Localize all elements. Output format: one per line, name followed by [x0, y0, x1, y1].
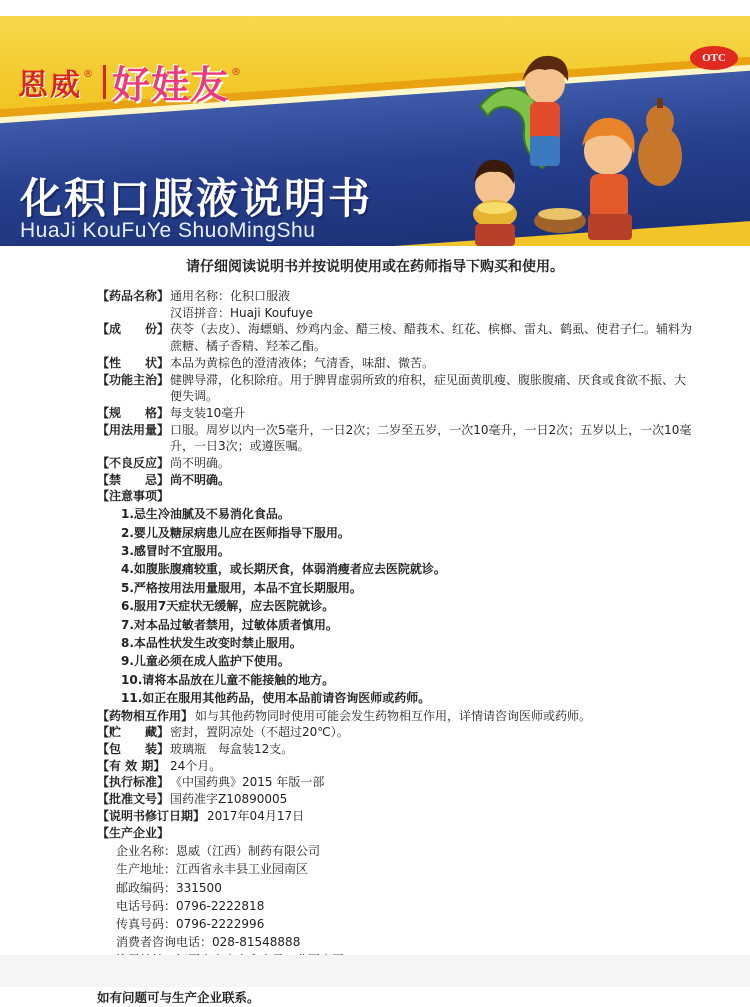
package-label: 【包 装】 — [97, 742, 170, 757]
interaction-label: 【药物相互作用】 — [97, 708, 194, 723]
spec-row — [97, 405, 697, 422]
package-row — [97, 741, 697, 758]
revision-label: 【说明书修订日期】 — [97, 808, 206, 823]
brand-logo — [18, 54, 241, 109]
header-banner — [0, 16, 750, 246]
standard-row — [97, 774, 697, 791]
list-item: 6.服用7天症状无缓解，应去医院就诊。 — [121, 599, 335, 614]
list-item: 5.严格按用法用量服用，本品不宜长期服用。 — [121, 580, 362, 595]
mfr-key: 消费者咨询电话： — [116, 935, 213, 950]
validity-row — [97, 758, 697, 775]
list-item: 8.本品性状发生改变时禁止服用。 — [121, 635, 302, 650]
adverse-label: 【不良反应】 — [97, 456, 170, 471]
list-item: 11.如正在服用其他药品，使用本品前请咨询医师或药师。 — [121, 691, 431, 706]
reading-notice: 请仔细阅读说明书并按说明使用或在药师指导下购买和使用。 — [186, 259, 564, 275]
mfr-value: 恩威（江西）制药有限公司 — [176, 844, 321, 859]
usage-value: 口服。周岁以内一次5毫升，一日2次；二岁至五岁，一次10毫升，一日2次；五岁以上，一次10毫升，一日3次；或遵医嘱。 — [170, 422, 692, 454]
instructions-body — [97, 288, 697, 1007]
contra-row — [97, 472, 697, 489]
mfr-value: 028-81548888 — [212, 935, 301, 950]
interaction-row — [97, 708, 697, 725]
otc-badge: OTC — [690, 46, 738, 70]
document-title-pinyin: HuaJi KouFuYe ShuoMingShu — [20, 219, 316, 242]
mfr-key: 传真号码： — [116, 917, 177, 932]
indication-label: 【功能主治】 — [97, 372, 170, 387]
mfr-key: 电话号码： — [116, 898, 177, 913]
contact-footer: 如有问题可与生产企业联系。 — [97, 989, 260, 1005]
contra-value: 尚不明确。 — [170, 472, 231, 487]
list-item — [116, 842, 697, 860]
brand-separator — [103, 65, 106, 99]
list-item: 2.婴儿及糖尿病患儿应在医师指导下服用。 — [121, 525, 350, 540]
drug-name-pinyin: 汉语拼音：Huaji Koufuye — [170, 305, 313, 320]
mfr-key: 生产地址： — [116, 862, 177, 877]
document-title: 化积口服液说明书 — [20, 174, 373, 223]
standard-label: 【执行标准】 — [97, 775, 170, 790]
list-item — [116, 915, 697, 933]
storage-label: 【贮 藏】 — [97, 725, 170, 740]
storage-row — [97, 724, 697, 741]
brand-main: 恩威 — [18, 67, 82, 103]
adverse-row — [97, 455, 697, 472]
validity-value: 24个月。 — [170, 758, 222, 773]
revision-row — [97, 808, 697, 825]
brand-registered-mark: ® — [83, 69, 93, 80]
appearance-value: 本品为黄棕色的澄清液体；气清香，味甜、微苦。 — [170, 355, 435, 370]
standard-value: 《中国药典》2015 年版一部 — [170, 775, 325, 790]
mfr-value: 0796-2222996 — [176, 917, 265, 932]
indication-value: 健脾导滞，化积除疳。用于脾胃虚弱所致的疳积，症见面黄肌瘦、腹胀腹痛、厌食或食欲不振、大便失调。 — [170, 372, 687, 404]
list-item: 3.感冒时不宜服用。 — [121, 543, 230, 558]
list-item: 10.请将本品放在儿童不能接触的地方。 — [121, 672, 335, 687]
list-item: 4.如腹胀腹痛较重，或长期厌食，体弱消瘦者应去医院就诊。 — [121, 562, 446, 577]
cartoon-children-illustration — [450, 36, 750, 246]
list-item — [116, 897, 697, 915]
mfr-key: 企业名称： — [116, 844, 177, 859]
interaction-value: 如与其他药物同时使用可能会发生药物相互作用，详情请咨询医师或药师。 — [195, 708, 592, 723]
drug-name-common: 通用名称：化积口服液 — [170, 289, 291, 303]
mfr-value: 331500 — [176, 880, 222, 895]
spec-label: 【规 格】 — [97, 405, 170, 420]
usage-row — [97, 422, 697, 455]
appearance-row — [97, 355, 697, 372]
precautions-label: 【注意事项】 — [97, 489, 170, 504]
ingredients-label: 【成 份】 — [97, 322, 170, 337]
mfr-value: 江西省永丰县工业园南区 — [176, 862, 309, 877]
revision-value: 2017年04月17日 — [207, 808, 305, 823]
spec-value: 每支装10毫升 — [170, 405, 246, 420]
brand-sub-registered-mark: ® — [231, 67, 242, 78]
indication-row — [97, 372, 697, 405]
approval-label: 【批准文号】 — [97, 792, 170, 807]
contra-label: 【禁 忌】 — [97, 472, 170, 487]
approval-value: 国药准字Z10890005 — [170, 792, 288, 807]
list-item: 7.对本品过敏者禁用，过敏体质者慎用。 — [121, 617, 338, 632]
precautions-list — [97, 505, 697, 707]
mfr-value: 0796-2222818 — [176, 898, 265, 913]
storage-value: 密封，置阴凉处（不超过20℃）。 — [170, 725, 349, 740]
manufacturer-label: 【生产企业】 — [97, 825, 170, 840]
package-value: 玻璃瓶 每盒装12支。 — [170, 742, 294, 757]
ingredients-row — [97, 321, 697, 354]
ingredients-value: 茯苓（去皮）、海螵蛸、炒鸡内金、醋三棱、醋莪术、红花、槟榔、雷丸、鹤虱、使君子仁。辅料为蔗糖、橘子香精、羟苯乙酯。 — [170, 322, 693, 354]
manufacturer-row — [97, 825, 697, 842]
drug-name-label: 【药品名称】 — [97, 289, 170, 303]
list-item: 1.忌生冷油腻及不易消化食品。 — [121, 507, 290, 522]
bottom-margin — [0, 955, 750, 987]
brand-sub: 好娃友 — [112, 63, 230, 107]
adverse-value: 尚不明确。 — [170, 456, 231, 471]
list-item — [116, 879, 697, 897]
list-item — [116, 933, 697, 951]
validity-label: 【有 效 期】 — [97, 758, 166, 773]
appearance-label: 【性 状】 — [97, 355, 170, 370]
list-item: 9.儿童必须在成人监护下使用。 — [121, 654, 290, 669]
usage-label: 【用法用量】 — [97, 422, 170, 437]
precautions-row — [97, 488, 697, 505]
mfr-key: 邮政编码： — [116, 880, 177, 895]
approval-row — [97, 791, 697, 808]
list-item — [116, 860, 697, 878]
drug-name-row — [97, 288, 697, 305]
